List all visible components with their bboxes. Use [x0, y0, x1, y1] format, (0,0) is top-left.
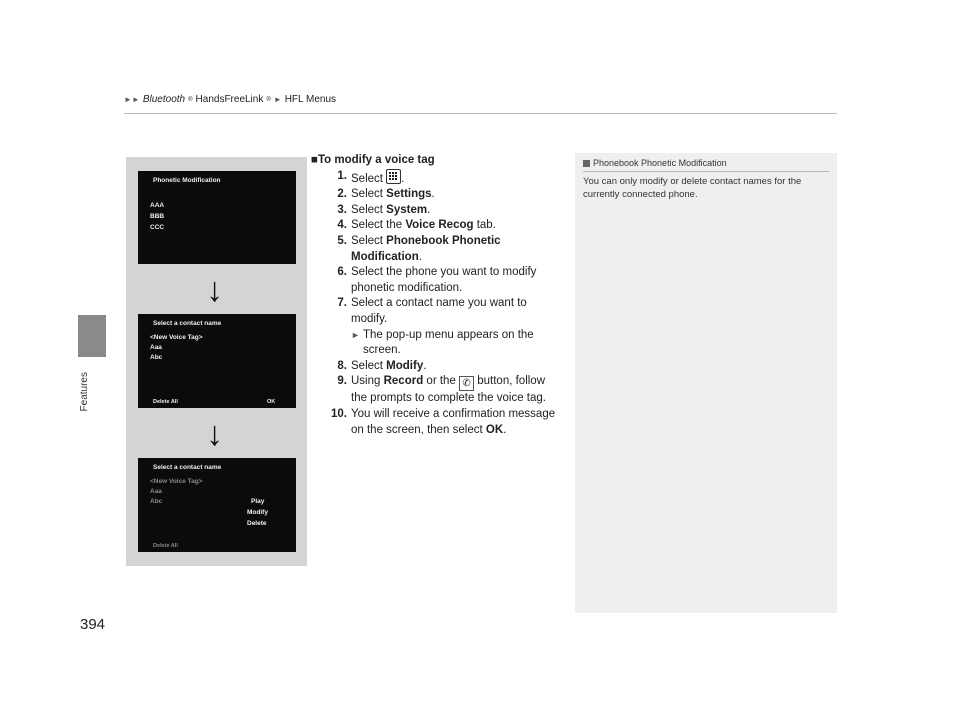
note-divider — [583, 171, 829, 172]
list-item: <New Voice Tag> — [150, 334, 203, 341]
breadcrumb-arrow-icon: ►► — [124, 95, 140, 104]
screen-select-contact — [138, 314, 296, 408]
registered-mark: ® — [266, 96, 271, 103]
list-item: BBB — [150, 213, 165, 220]
registered-mark: ® — [188, 96, 193, 103]
note-badge-icon — [583, 160, 590, 167]
section-heading: ■To modify a voice tag — [311, 154, 435, 166]
screen-title: Phonetic Modification — [153, 177, 221, 184]
side-tab — [78, 315, 106, 357]
list-item: Abc — [150, 354, 163, 361]
home-icon — [386, 169, 401, 184]
talk-button-icon: ✆ — [459, 376, 474, 391]
step-7-result: ► The pop-up menu appears on the screen. — [351, 328, 534, 357]
breadcrumb-section: HFL Menus — [284, 94, 337, 105]
down-arrow-icon: ↓ — [206, 415, 223, 453]
step-10: 10. You will receive a confirmation message on the screen, then select OK. — [331, 407, 556, 436]
step-3: 3. Select System. — [337, 203, 431, 216]
side-note — [575, 153, 837, 613]
step-5: 5. Select Phonebook Phonetic Modification. — [337, 234, 501, 263]
result-arrow-icon: ► — [351, 329, 360, 340]
breadcrumb-bluetooth: Bluetooth — [142, 94, 186, 105]
screen-title: Select a contact name — [153, 464, 222, 471]
instruction-steps — [311, 153, 563, 438]
menu-item-modify: Modify — [247, 509, 268, 516]
step-6: 6. Select the phone you want to modify phonetic modification. — [337, 266, 537, 294]
screen-popup-menu — [138, 458, 296, 552]
step-8: 8. Select Modify. — [337, 359, 427, 372]
note-title: Phonebook Phonetic Modification — [593, 158, 727, 168]
screen-title: Select a contact name — [153, 320, 222, 327]
breadcrumb-product: HandsFreeLink — [195, 94, 264, 105]
note-body: You can only modify or delete contact names for the currently connected phone. — [583, 176, 802, 200]
list-item: <New Voice Tag> — [150, 478, 203, 485]
step-4: 4. Select the Voice Recog tab. — [337, 219, 496, 232]
menu-item-delete: Delete — [247, 520, 267, 527]
breadcrumb-arrow-icon: ► — [273, 95, 282, 104]
step-1: 1. Select . — [337, 169, 405, 185]
step-7: 7. Select a contact name you want to modify. — [337, 297, 527, 325]
note-header — [583, 158, 727, 168]
menu-item-play: Play — [251, 498, 265, 505]
header-divider — [124, 113, 837, 114]
side-label: Features — [79, 372, 90, 412]
list-item: AAA — [150, 202, 165, 209]
list-item: Abc — [150, 498, 163, 505]
down-arrow-icon: ↓ — [206, 271, 223, 309]
list-item: Aaa — [150, 488, 162, 495]
heading-bullet-icon: ■ — [311, 154, 318, 166]
screen-phonetic-modification — [138, 171, 296, 264]
breadcrumb — [124, 94, 336, 105]
list-item: Aaa — [150, 344, 162, 351]
delete-all-button: Delete All — [153, 543, 178, 549]
delete-all-button: Delete All — [153, 399, 178, 405]
ok-button: OK — [267, 399, 276, 405]
page-number: 394 — [80, 616, 106, 633]
screen-illustration — [126, 157, 307, 566]
list-item: CCC — [150, 224, 165, 231]
step-2: 2. Select Settings. — [337, 188, 435, 201]
step-9: 9. Using Record or the ✆ button, follow the prompts to complete the voice tag. — [337, 375, 546, 405]
